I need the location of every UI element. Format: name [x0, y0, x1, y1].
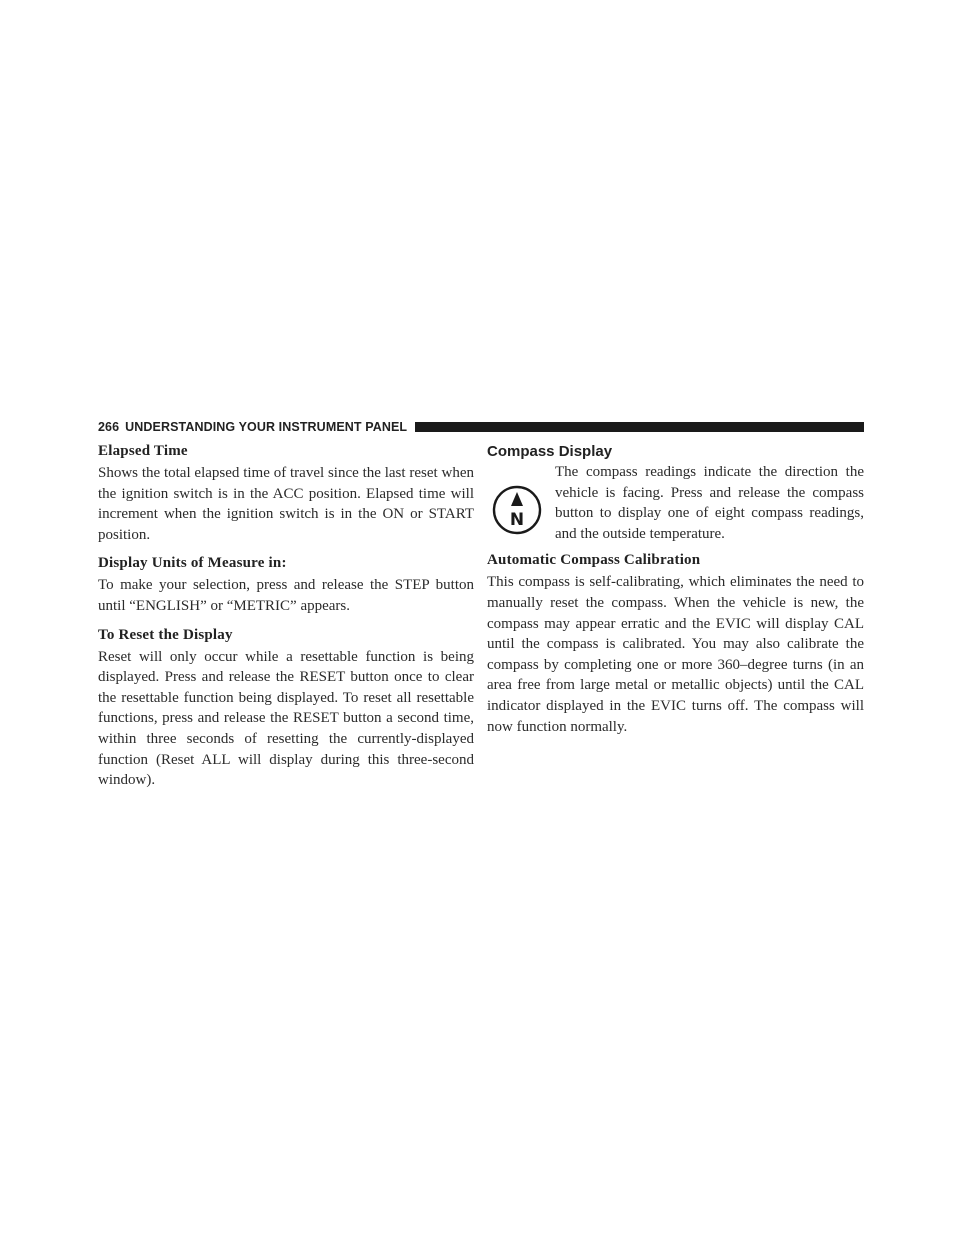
right-column	[487, 443, 864, 747]
compass-display-heading: Compass Display	[487, 443, 613, 460]
compass-north-icon	[491, 484, 543, 536]
compass-calibration-heading: Automatic Compass Calibration	[487, 552, 701, 569]
display-units-text: To make your selection, press and release the STEP button until “ENGLISH” or “METRIC” appears.	[98, 577, 474, 614]
compass-display-text: The compass readings indicate the direction the vehicle is facing. Press and release the compass button to display one of eight compass readings, and the outside temperature.	[555, 464, 864, 542]
left-column	[98, 443, 474, 801]
display-units-heading: Display Units of Measure in:	[98, 555, 287, 572]
page-number: 266	[98, 420, 120, 434]
page-header	[98, 419, 864, 435]
compass-block	[487, 462, 864, 552]
reset-display-heading: To Reset the Display	[98, 626, 233, 643]
elapsed-time-text: Shows the total elapsed time of travel since the last reset when the ignition switch is in the ACC position. Elapsed time will increment when the ignition switch is in the ON or START position.	[98, 465, 474, 543]
section-title: UNDERSTANDING YOUR INSTRUMENT PANEL	[125, 420, 408, 434]
reset-display-text: Reset will only occur while a resettable function is being displayed. Press and release the RESET button once to clear the resettable function being displayed. To reset all resettable functions, press and release the RESET button a second time, within three seconds of resetting the currently-displayed function (Reset ALL will display during this three-second window).	[98, 648, 474, 789]
header-rule	[415, 422, 864, 432]
compass-calibration-text: This compass is self-calibrating, which eliminates the need to manually reset the compass. When the vehicle is new, the compass may appear erratic and the EVIC will display CAL until the compass is calibrated. You may also calibrate the compass by completing one or more 360–degree turns (in an area free from large metal or metallic objects) until the CAL indicator displayed in the EVIC turns off. The compass will now function normally.	[487, 574, 864, 735]
elapsed-time-heading: Elapsed Time	[98, 443, 188, 459]
compass-letter: N	[509, 510, 525, 530]
